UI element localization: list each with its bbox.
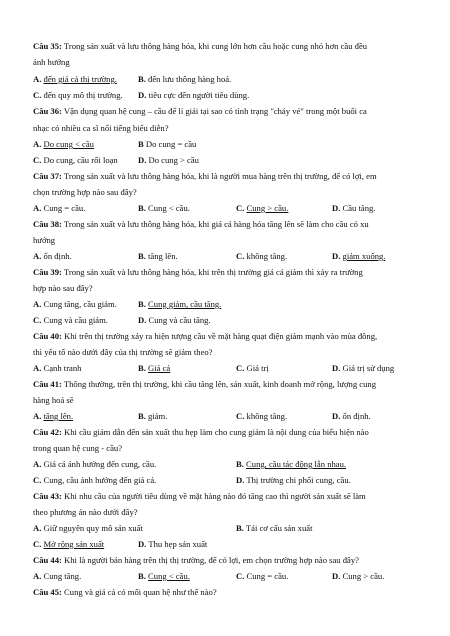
question-39-text: Câu 39: Trong sản xuất và lưu thông hàng hóa, khi trên thị trường giá cả giảm thì xảy ra trường: [33, 267, 363, 277]
question-41-text: Câu 41: Thông thường, trên thị trường, khi cầu tăng lên, sản xuất, kinh doanh mở rộng, lượng cung: [33, 379, 376, 389]
q36-option-a: A. Do cung < cầu: [33, 139, 94, 149]
q35-option-a: A. đến giá cả thị trường.: [33, 74, 117, 84]
q35-option-b: B. đến lưu thông hàng hoá.: [138, 74, 232, 84]
q39-option-d: D. Cung và cầu tăng.: [138, 315, 211, 325]
q41-option-c: C. không tăng.: [236, 411, 288, 421]
question-39-text-cont: hợp nào sau đây?: [33, 283, 93, 293]
q43-option-b: B. Tái cơ cấu sản xuất: [236, 523, 313, 533]
question-35-number: Câu 35:: [33, 41, 62, 51]
question-36-text-cont: nhạc có nhiều ca sĩ nổi tiếng biểu diễn?: [33, 123, 169, 133]
q41-option-b: B. giảm.: [138, 411, 168, 421]
question-35-text: Câu 35: Trong sản xuất và lưu thông hàng hóa, khi cung lớn hơn cầu hoặc cung nhỏ hơn cầu đều: [33, 41, 368, 51]
q43-option-c: C. Mở rộng sản xuất: [33, 539, 105, 549]
q39-option-a: A. Cung tăng, cầu giảm.: [33, 299, 117, 309]
q44-option-c: C. Cung = cầu.: [236, 571, 289, 581]
q35-option-c: C. đến quy mô thị trường.: [33, 90, 123, 100]
q38-option-d: D. giảm xuống.: [332, 251, 386, 261]
q44-option-a: A. Cung tăng.: [33, 571, 82, 581]
q44-option-d: D. Cung > cầu.: [332, 571, 385, 581]
q43-option-a: A. Giữ nguyên quy mô sản xuất: [33, 523, 143, 533]
question-37-text-cont: chọn trường hợp nào sau đây?: [33, 187, 137, 197]
q40-option-c: C. Giá trị: [236, 363, 269, 373]
q39-option-b: B. Cung giảm, cầu tăng.: [138, 299, 222, 309]
q40-option-a: A. Cạnh tranh: [33, 363, 82, 373]
q41-option-a: A. tăng lên.: [33, 411, 74, 421]
question-36-text: Câu 36: Vận dụng quan hệ cung – cầu để lí giải tại sao có tình trạng "cháy vé" trong một buổi ca: [33, 106, 367, 116]
q38-option-c: C. không tăng.: [236, 251, 288, 261]
question-40-text-cont: thì yếu tố nào dưới đây của thị trường sẽ giảm theo?: [33, 347, 213, 357]
q42-option-d: D. Thị trường chi phối cung, cầu.: [236, 475, 351, 485]
question-43-text: Câu 43: Khi nhu cầu của người tiêu dùng về mặt hàng nào đó tăng cao thì người sản xuất sẽ làm: [33, 491, 366, 501]
question-45-text: Câu 45: Cung và giá cả có mối quan hệ như thế nào?: [33, 587, 217, 597]
q43-option-d: D. Thu hẹp sản xuất: [138, 539, 208, 549]
question-42-text: Câu 42: Khi cầu giảm dẫn đến sản xuất thu hẹp làm cho cung giảm là nội dung của biểu hiện nào: [33, 427, 369, 437]
question-38-text-cont: hướng: [33, 235, 56, 245]
q39-option-c: C. Cung và cầu giảm.: [33, 315, 108, 325]
question-43-text-cont: theo phương án nào dưới đây?: [33, 507, 138, 517]
question-37-text: Câu 37: Trong sản xuất và lưu thông hàng hóa, khi là người mua hàng trên thị trường, để có lợi, em: [33, 171, 377, 181]
q38-option-b: B. tăng lên.: [138, 251, 178, 261]
q41-option-d: D. ổn định.: [332, 411, 371, 421]
q35-option-d: D. tiêu cực đến người tiêu dùng.: [138, 90, 250, 100]
q37-option-d: D. Cầu tăng.: [332, 203, 376, 213]
q36-option-b: B Do cung = cầu: [138, 139, 197, 149]
q42-option-a: A. Giá cả ảnh hưởng đến cung, cầu.: [33, 459, 157, 469]
q37-option-b: B. Cung < cầu.: [138, 203, 190, 213]
q37-option-a: A. Cung = cầu.: [33, 203, 86, 213]
q38-option-a: A. ổn định.: [33, 251, 72, 261]
q37-option-c: C. Cung > cầu.: [236, 203, 289, 213]
q44-option-b: B. Cung < cầu.: [138, 571, 190, 581]
question-44-text: Câu 44: Khi là người bán hàng trên thị thị trường, để có lợi, em chọn trường hợp nào sau đây?: [33, 555, 359, 565]
q40-option-d: D. Giá trị sử dụng: [332, 363, 395, 373]
question-42-text-cont: trong quan hệ cung - cầu?: [33, 443, 123, 453]
q36-option-c: C. Do cung, cầu rối loạn: [33, 155, 118, 165]
q42-option-b: B. Cung, cầu tác động lẫn nhau.: [236, 459, 347, 469]
q40-option-b: B. Giá cả: [138, 363, 171, 373]
question-41-text-cont: hàng hoá sẽ: [33, 395, 74, 405]
q36-option-d: D. Do cung > cầu: [138, 155, 199, 165]
q42-option-c: C. Cung, cầu ảnh hưởng đến giá cả.: [33, 475, 157, 485]
question-38-text: Câu 38: Trong sản xuất và lưu thông hàng hóa, khi giá cả hàng hóa tăng lên sẽ làm cho cầu có xu: [33, 219, 369, 229]
question-35-text-cont: ảnh hưởng: [33, 57, 70, 67]
question-40-text: Câu 40: Khi trên thị trường xảy ra hiện tượng cầu về mặt hàng quạt điện giảm mạnh vào mùa đông,: [33, 331, 378, 341]
